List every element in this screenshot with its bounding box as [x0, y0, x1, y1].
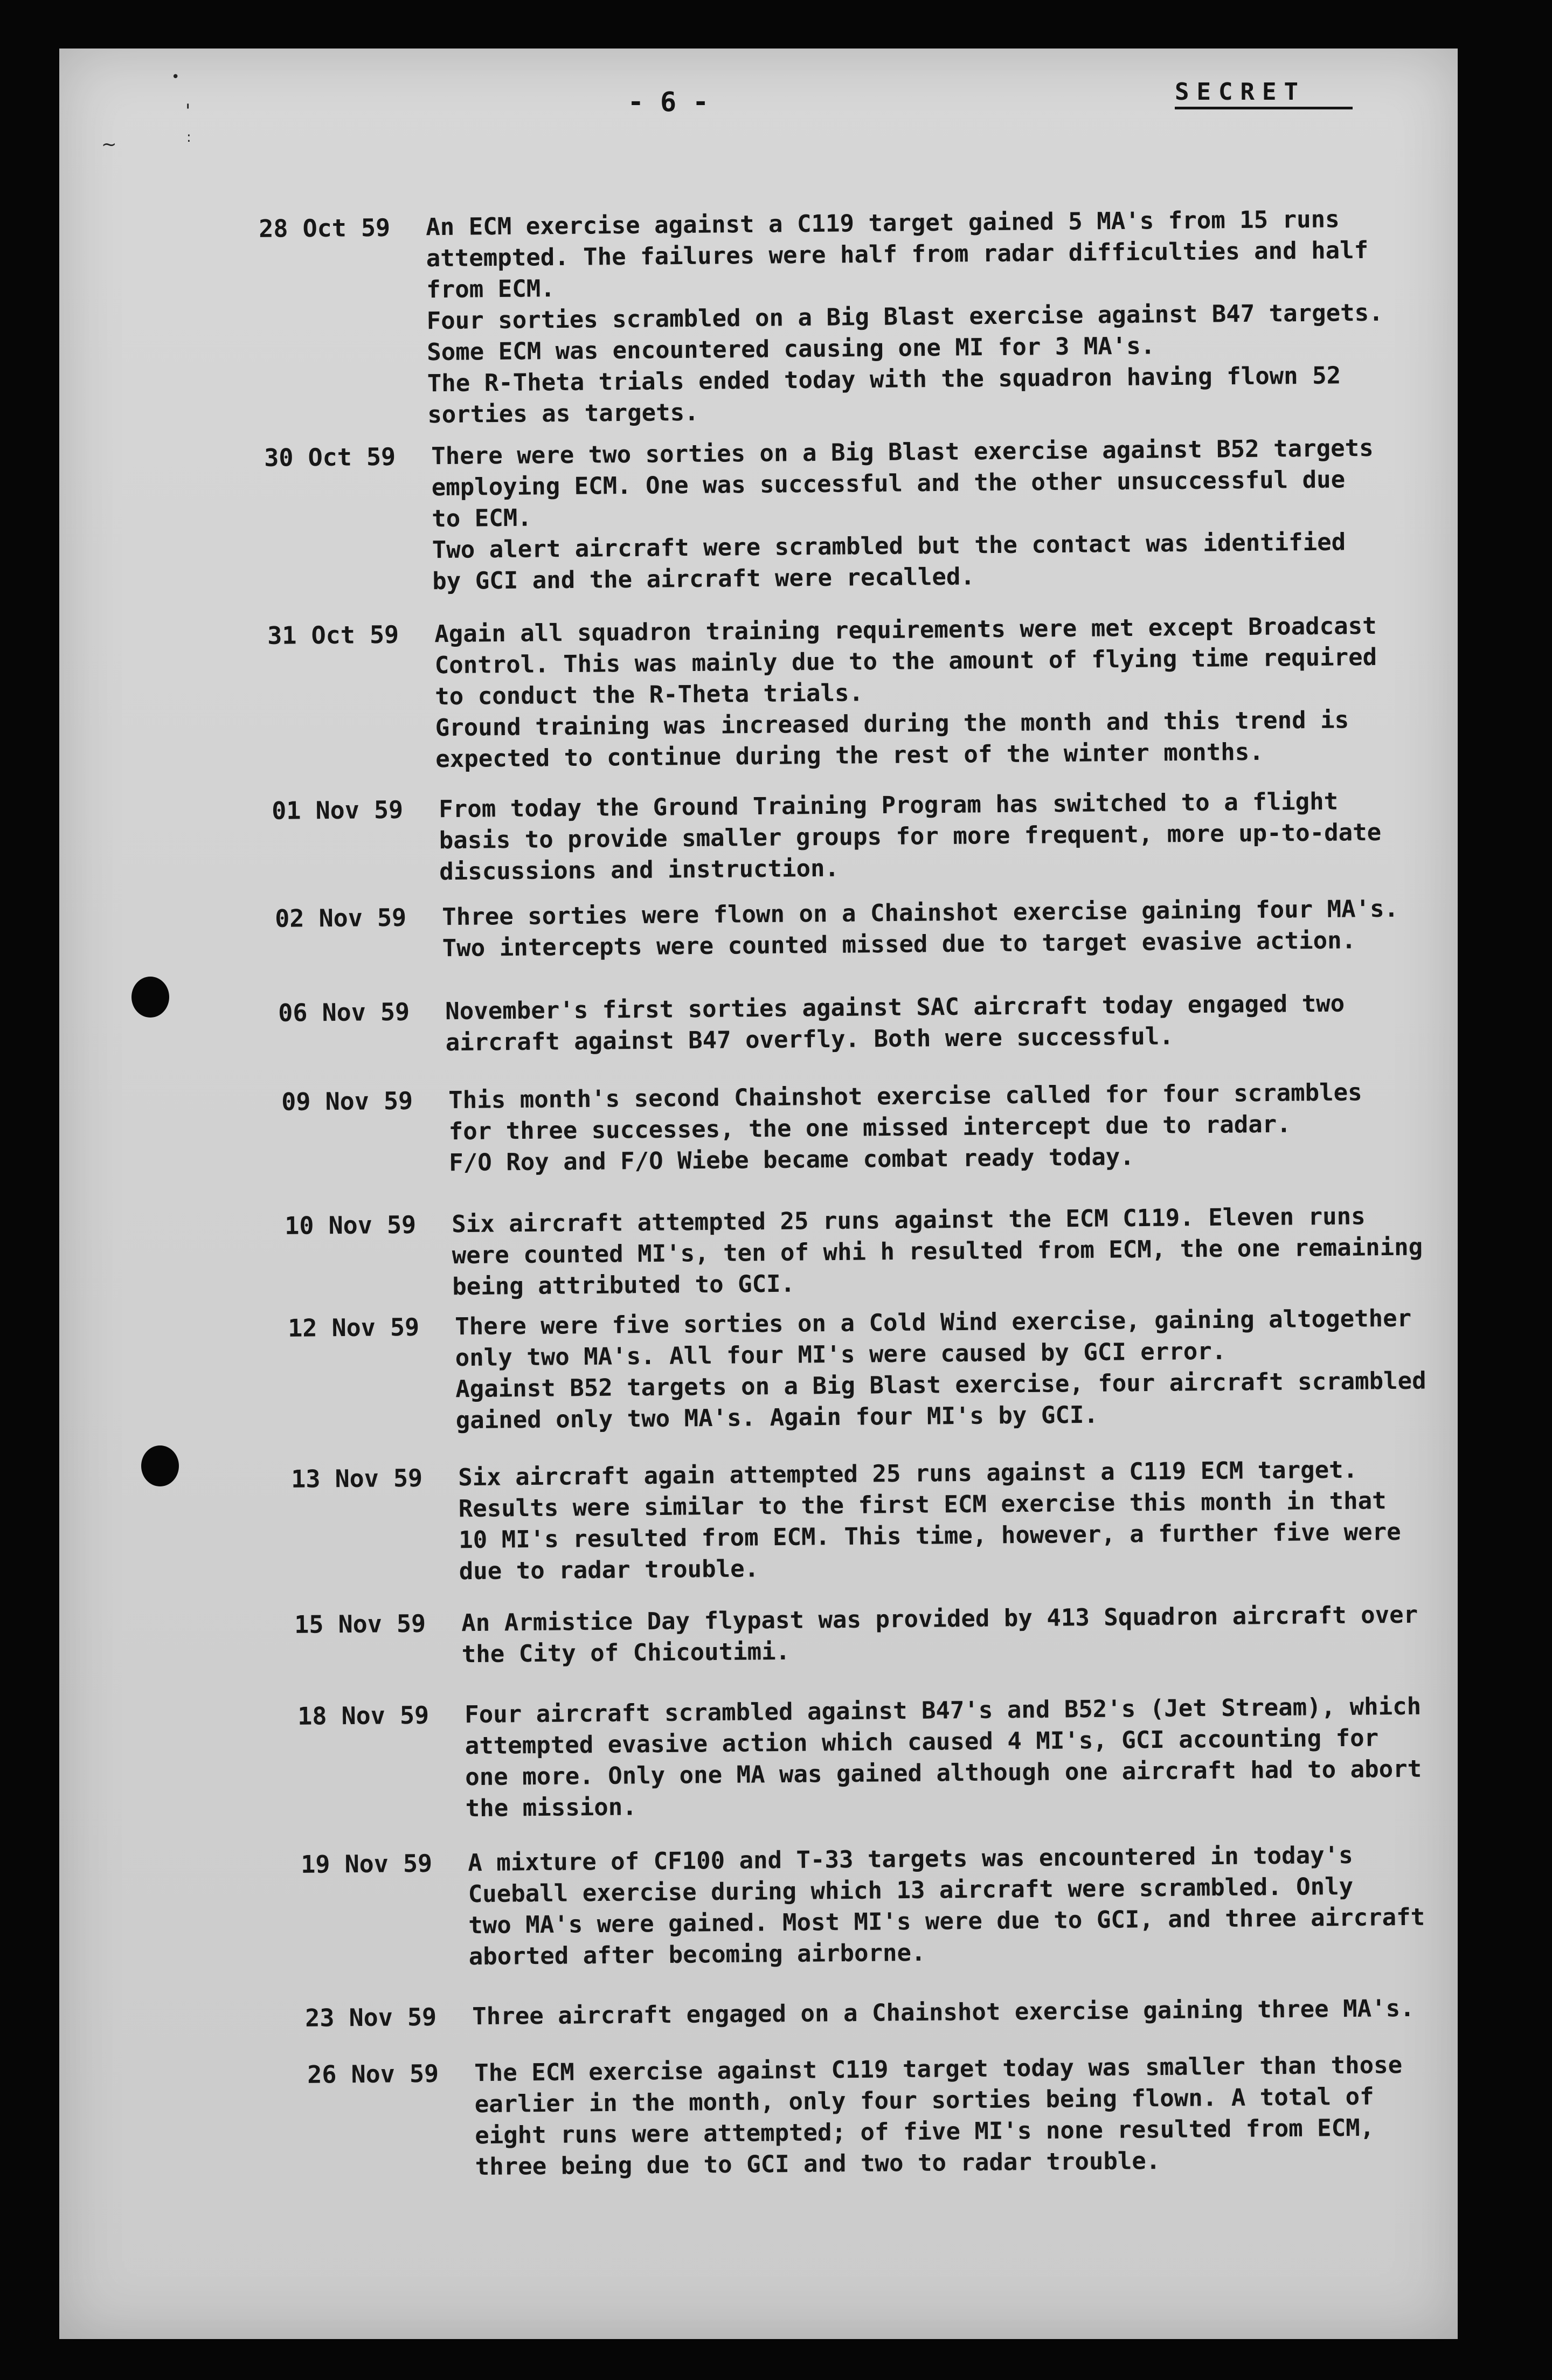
entry-date: 31 Oct 59	[267, 620, 399, 650]
entry-date: 09 Nov 59	[281, 1086, 413, 1116]
entry-date: 13 Nov 59	[291, 1463, 423, 1493]
entry-date: 12 Nov 59	[288, 1312, 420, 1343]
entry-date: 15 Nov 59	[294, 1609, 426, 1639]
classification-marking: SECRET	[1175, 78, 1353, 109]
entry-date: 19 Nov 59	[301, 1849, 433, 1879]
entry-text: From today the Ground Training Program has switched to a flight basis to provide smaller groups for more frequent, more up-to-date discussions and instruction.	[439, 787, 1382, 886]
entry-text: This month's second Chainshot exercise called for four scrambles for three successes, the one missed intercept due to radar. F/O Roy and F/O Wiebe became combat ready today.	[448, 1078, 1362, 1177]
page-number: - 6 -	[627, 86, 709, 117]
entry-text: Four aircraft scrambled against B47's and B52's (Jet Stream), which attempted evasive action which caused 4 MI's, GCI accounting for one more. Only one MA was gained although one aircraft had to abort the mission.	[465, 1692, 1422, 1823]
entry-date: 30 Oct 59	[264, 442, 396, 472]
entry-date: 02 Nov 59	[275, 903, 407, 933]
entry-date: 06 Nov 59	[278, 997, 410, 1027]
punch-hole	[131, 977, 169, 1018]
entry-text: Again all squadron training requirements were met except Broadcast Control. This was mainly due to the amount of flying time required to conduct the R-Theta trials. Ground training was increased during the month and this trend is expected to continue during the rest of the winter months.	[434, 612, 1377, 773]
entry-date: 10 Nov 59	[285, 1210, 417, 1240]
entry-date: 01 Nov 59	[272, 795, 404, 825]
entry-text: The ECM exercise against C119 target today was smaller than those earlier in the month, only four sorties being flown. A total of eight runs were attempted; of five MI's none resulted from ECM, three being due to GCI and two to radar trouble.	[474, 2051, 1403, 2181]
stray-mark: '	[185, 100, 191, 122]
entry-date: 26 Nov 59	[307, 2059, 439, 2089]
entry-text: Three aircraft engaged on a Chainshot exercise gaining three MA's.	[472, 1994, 1415, 2031]
entry-text: An ECM exercise against a C119 target gained 5 MA's from 15 runs attempted. The failures were half from radar difficulties and half from ECM. Four sorties scrambled on a Big Blast exercise against B47 targets. Some ECM was encountered causing one MI for 3 MA's. The R-Theta trials ended today with the squadron having flown 52 sorties as targets.	[426, 205, 1383, 429]
stray-mark: ~	[101, 134, 117, 155]
entry-text: An Armistice Day flypast was provided by 413 Squadron aircraft over the City of Chicoutimi.	[461, 1601, 1418, 1669]
entry-text: Six aircraft attempted 25 runs against the ECM C119. Eleven runs were counted MI's, ten of whi h resulted from ECM, the one remaining being attributed to GCI.	[452, 1202, 1423, 1301]
entry-date: 18 Nov 59	[297, 1700, 429, 1731]
stray-mark: :	[186, 129, 191, 146]
entry-date: 23 Nov 59	[305, 2002, 437, 2032]
entry-text: Three sorties were flown on a Chainshot exercise gaining four MA's. Two intercepts were counted missed due to target evasive action.	[442, 895, 1399, 963]
stray-mark: •	[171, 69, 180, 85]
entry-text: November's first sorties against SAC aircraft today engaged two aircraft against B47 overfly. Both were successful.	[445, 990, 1345, 1057]
entry-text: Six aircraft again attempted 25 runs against a C119 ECM target. Results were similar to the first ECM exercise this month in that 10 MI's resulted from ECM. This time, however, a further five were due to radar trouble.	[458, 1456, 1401, 1586]
entry-text: There were five sorties on a Cold Wind exercise, gaining altogether only two MA's. All four MI's were caused by GCI error. Against B52 targets on a Big Blast exercise, four aircraft scrambled gained only two MA's. Again four MI's by GCI.	[455, 1304, 1426, 1435]
entry-text: There were two sorties on a Big Blast exercise against B52 targets employing ECM. One was successful and the other unsuccessful due to ECM. Two alert aircraft were scrambled but the contact was identified by GCI and the aircraft were recalled.	[431, 434, 1374, 596]
entry-date: 28 Oct 59	[259, 213, 391, 243]
entry-text: A mixture of CF100 and T-33 targets was encountered in today's Cueball exercise during which 13 aircraft were scrambled. Only two MA's were gained. Most MI's were due to GCI, and three aircraft aborted after becoming airborne.	[468, 1841, 1425, 1971]
punch-hole	[141, 1445, 179, 1486]
